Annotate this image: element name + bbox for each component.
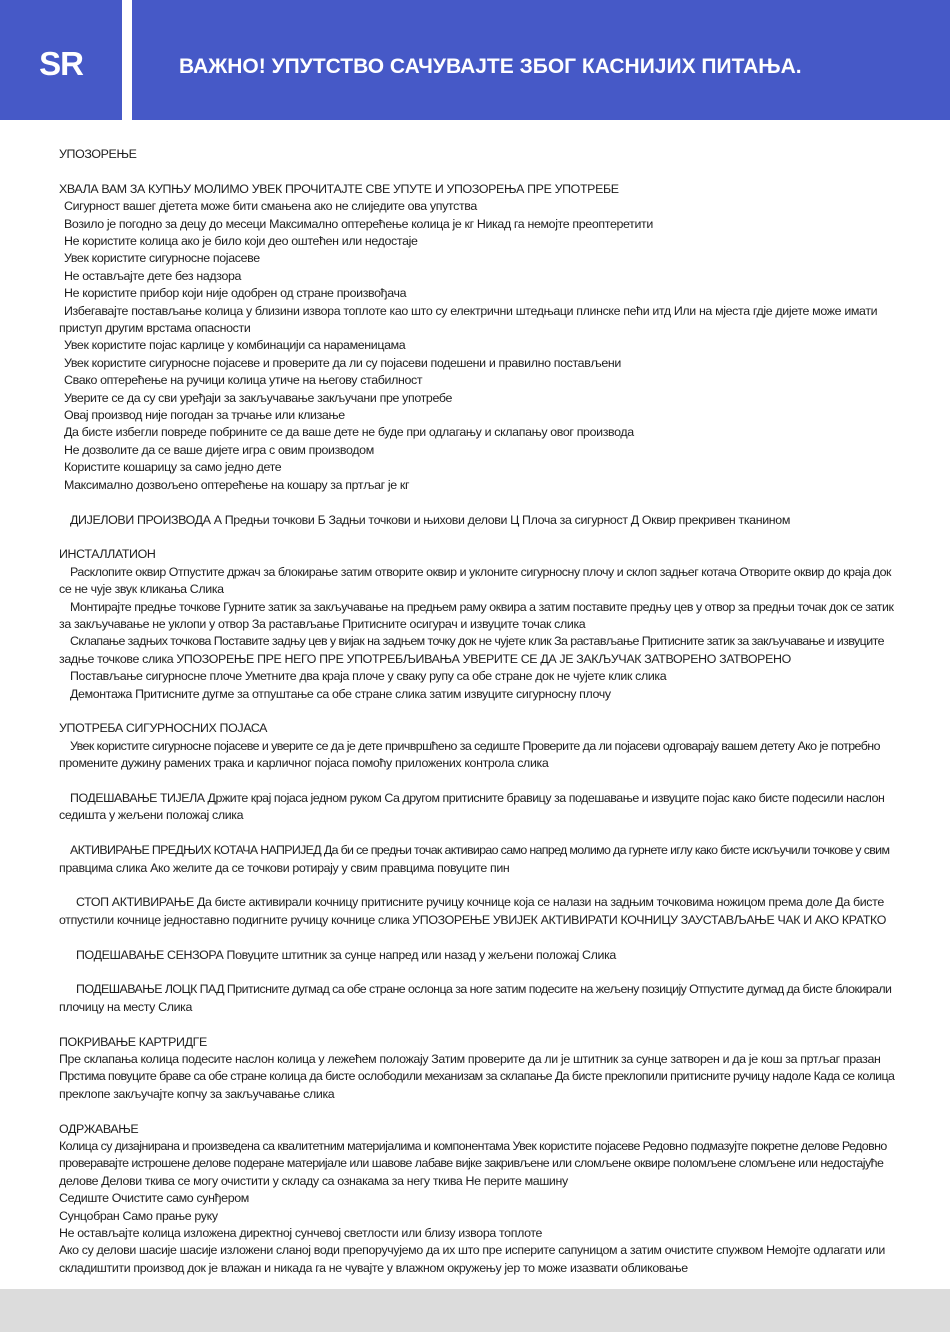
belts-line: Увек користите сигурносне појасеве и уверите се да је дете причвршћено за седиште Проверите да ли појасеви одговарају вашем детету Ако је потребно bbox=[70, 738, 880, 753]
page-title: ВАЖНО! УПУТСТВО САЧУВАЈТЕ ЗБОГ КАСНИЈИХ ПИТАЊА. bbox=[179, 55, 802, 78]
maintenance-line: проверавајте истрошене делове подеране материјале или шавове лабаве вијке закривљене или сломљене оквире поломљене сломљене или недостајуће bbox=[59, 1156, 884, 1171]
footer-band bbox=[0, 1289, 950, 1332]
folding-line: преклопе закључајте копчу за закључавање слика bbox=[59, 1086, 335, 1101]
language-code: SR bbox=[39, 45, 83, 82]
installation-line: Демонтажа Притисните дугме за отпуштање са обе стране слика затим извуците сигурносну плочу bbox=[70, 686, 611, 701]
lock-pad-line: плочицу на месту Слика bbox=[59, 999, 193, 1014]
warning-line: Уверите се да су сви уређаји за закључавање закључани пре употребе bbox=[64, 390, 453, 405]
title-banner bbox=[132, 0, 950, 120]
installation-line: Склапање задњих точкова Поставите задњу цев у вијак на задњем точку док не чујете клик За растављање Притисните затик за закључавање и извуците bbox=[70, 634, 884, 649]
warning-line: Увек користите сигурносне појасеве bbox=[64, 251, 260, 266]
front-wheels-line: правцима слика Ако желите да се точкови ротирају у свим правцима повуците пин bbox=[59, 860, 510, 875]
installation-line: се не чује звук кликања Слика bbox=[59, 582, 224, 597]
warning-line: Увек користите појас карлице у комбинацији са нараменицама bbox=[64, 338, 406, 353]
backrest-line: седишта у жељени положај слика bbox=[59, 808, 244, 823]
document-body bbox=[59, 146, 894, 1277]
warning-line: Максимално дозвољено оптерећење на кошару за пртљаг је кг bbox=[64, 477, 410, 492]
warning-line: Избегавајте постављање колица у близини извора топлоте као што су електрични штедњаци плинске пећи итд Или на мјеста гдје дијете може имати bbox=[64, 303, 878, 318]
front-wheels-line: АКТИВИРАЊЕ ПРЕДЊИХ КОТАЧА НАПРИЈЕД Да би се предњи точак активирао само напред молимо да гурнете иглу како бисте искључили точкове у свим bbox=[70, 843, 890, 858]
warning-line: Овај производ није погодан за трчање или клизање bbox=[64, 408, 345, 423]
section-heading-installation: ИНСТАЛЛАТИОН bbox=[59, 547, 156, 562]
brake-line: отпустили кочнице једноставно подигните ручицу кочнице слика УПОЗОРЕЊЕ УВИЈЕК АКТИВИРАТИ КОЧНИЦУ ЗАУСТАВЉАЊЕ ЧАК И АКО КРАТКО bbox=[59, 912, 887, 927]
installation-line: Расклопите оквир Отпустите држач за блокирање затим отворите оквир и уклоните сигурносну плочу и склоп задњег котача Отворите оквир до краја док bbox=[70, 564, 891, 579]
language-badge bbox=[0, 0, 122, 120]
lock-pad-line: ПОДЕШАВАЊЕ ЛОЦК ПАД Притисните дугмад са обе стране ослонца за ноге затим подесите на жељену позицију Отпустите дугмад да бисте блокирали bbox=[76, 982, 892, 997]
warning-line: Не користите колица ако је било који део оштећен или недостаје bbox=[64, 234, 418, 249]
maintenance-line: Ако су делови шасије шасије изложени сланој води препоручујемо да их што пре исперите сапуницом а затим очистите спужвом Немојте одлагати или bbox=[59, 1243, 886, 1258]
warning-line: Возило је погодно за децу до месеци Максимално оптерећење колица је кг Никад га немојте преоптеретити bbox=[64, 216, 653, 231]
brake-line: СТОП АКТИВИРАЊЕ Да бисте активирали кочницу притисните ручицу кочнице која се налази на задњим точковима ножицом према доле Да бисте bbox=[76, 895, 884, 910]
folding-line: Прстима повуците браве са обе стране колица да бисте ослободили механизам за склапање Да бисте преклопили притисните ручицу надоле Када се колица bbox=[59, 1069, 895, 1084]
warning-line: Увек користите сигурносне појасеве и проверите да ли су појасеви подешени и правилно постављени bbox=[64, 355, 621, 370]
header-divider bbox=[122, 0, 132, 120]
maintenance-line: Не остављајте колица изложена директној сунчевој светлости или близу извора топлоте bbox=[59, 1226, 543, 1241]
product-parts: ДИЈЕЛОВИ ПРОИЗВОДА А Предњи точкови Б Задњи точкови и њихови делови Ц Плоча за сигурност Д Оквир прекривен тканином bbox=[70, 512, 790, 527]
maintenance-line: Седиште Очистите само сунђером bbox=[59, 1191, 249, 1206]
intro-text: ХВАЛА ВАМ ЗА КУПЊУ МОЛИМО УВЕК ПРОЧИТАЈТЕ СВЕ УПУТЕ И УПОЗОРЕЊА ПРЕ УПОТРЕБЕ bbox=[59, 181, 619, 196]
section-heading-belts: УПОТРЕБА СИГУРНОСНИХ ПОЈАСА bbox=[59, 721, 268, 736]
folding-line: Пре склапања колица подесите наслон колица у лежећем положају Затим проверите да ли је штитник за сунце затворен и да је кош за пртљаг празан bbox=[59, 1051, 881, 1066]
sensor-line: ПОДЕШАВАЊЕ СЕНЗОРА Повуците штитник за сунце напред или назад у жељени положај Слика bbox=[76, 947, 616, 962]
section-heading-folding: ПОКРИВАЊЕ КАРТРИДГЕ bbox=[59, 1034, 207, 1049]
maintenance-line: Сунцобран Само прање руку bbox=[59, 1208, 218, 1223]
warning-line: приступ другим врстама опасности bbox=[59, 321, 251, 336]
installation-line: Постављање сигурносне плоче Уметните два краја плоче у сваку рупу са обе стране док не чујете клик слика bbox=[70, 669, 667, 684]
warning-line: Не користите прибор који није одобрен од стране произвођача bbox=[64, 286, 407, 301]
section-heading-maintenance: ОДРЖАВАЊЕ bbox=[59, 1121, 139, 1136]
warning-line: Свако оптерећење на ручици колица утиче на његову стабилност bbox=[64, 373, 423, 388]
section-heading-warning: УПОЗОРЕЊЕ bbox=[59, 147, 137, 161]
warning-line: Да бисте избегли повреде побрините се да ваше дете не буде при одлагању и склапању овог производа bbox=[64, 425, 634, 440]
maintenance-line: делове Делови ткива се могу очистити у складу са ознакама за негу ткива Не перите машину bbox=[59, 1173, 568, 1188]
belts-line: промените дужину рамених трака и карличног појаса помоћу приложених контрола слика bbox=[59, 756, 549, 771]
warning-line: Користите кошарицу за само једно дете bbox=[64, 460, 282, 475]
installation-line: Монтирајте предње точкове Гурните затик за закључавање на предњем раму оквира а затим поставите предњу цев у отвор за предњи точак док се затик bbox=[70, 599, 894, 614]
maintenance-line: складиштити производ док је влажан и никада га не чувајте у влажном окружењу јер то може изазвати обликовање bbox=[59, 1260, 688, 1275]
warning-line: Сигурност вашег дјетета може бити смањена ако не слиједите ова упутства bbox=[64, 199, 477, 214]
warning-line: Не остављајте дете без надзора bbox=[64, 268, 242, 283]
installation-line: за закључавање не уклопи у отвор За растављање Притисните осигурач и извуците точак слика bbox=[59, 616, 586, 631]
header-bar bbox=[0, 0, 950, 120]
installation-line: задње точкове слика УПОЗОРЕЊЕ ПРЕ НЕГО ПРЕ УПОТРЕБЉИВАЊА УВЕРИТЕ СЕ ДА ЈЕ ЗАКЉУЧАК ЗАТВОРЕНО ЗАТВОРЕНО bbox=[59, 651, 791, 666]
warning-line: Не дозволите да се ваше дијете игра с овим производом bbox=[64, 442, 374, 457]
maintenance-line: Колица су дизајнирана и произведена са квалитетним материјалима и компонентама Увек користите појасеве Редовно подмазујте покретне делове Редовно bbox=[59, 1138, 887, 1153]
backrest-line: ПОДЕШАВАЊЕ ТИЈЕЛА Држите крај појаса једном руком Са другом притисните бравицу за подешавање и извуците појас како бисте подесили наслон bbox=[70, 790, 885, 805]
